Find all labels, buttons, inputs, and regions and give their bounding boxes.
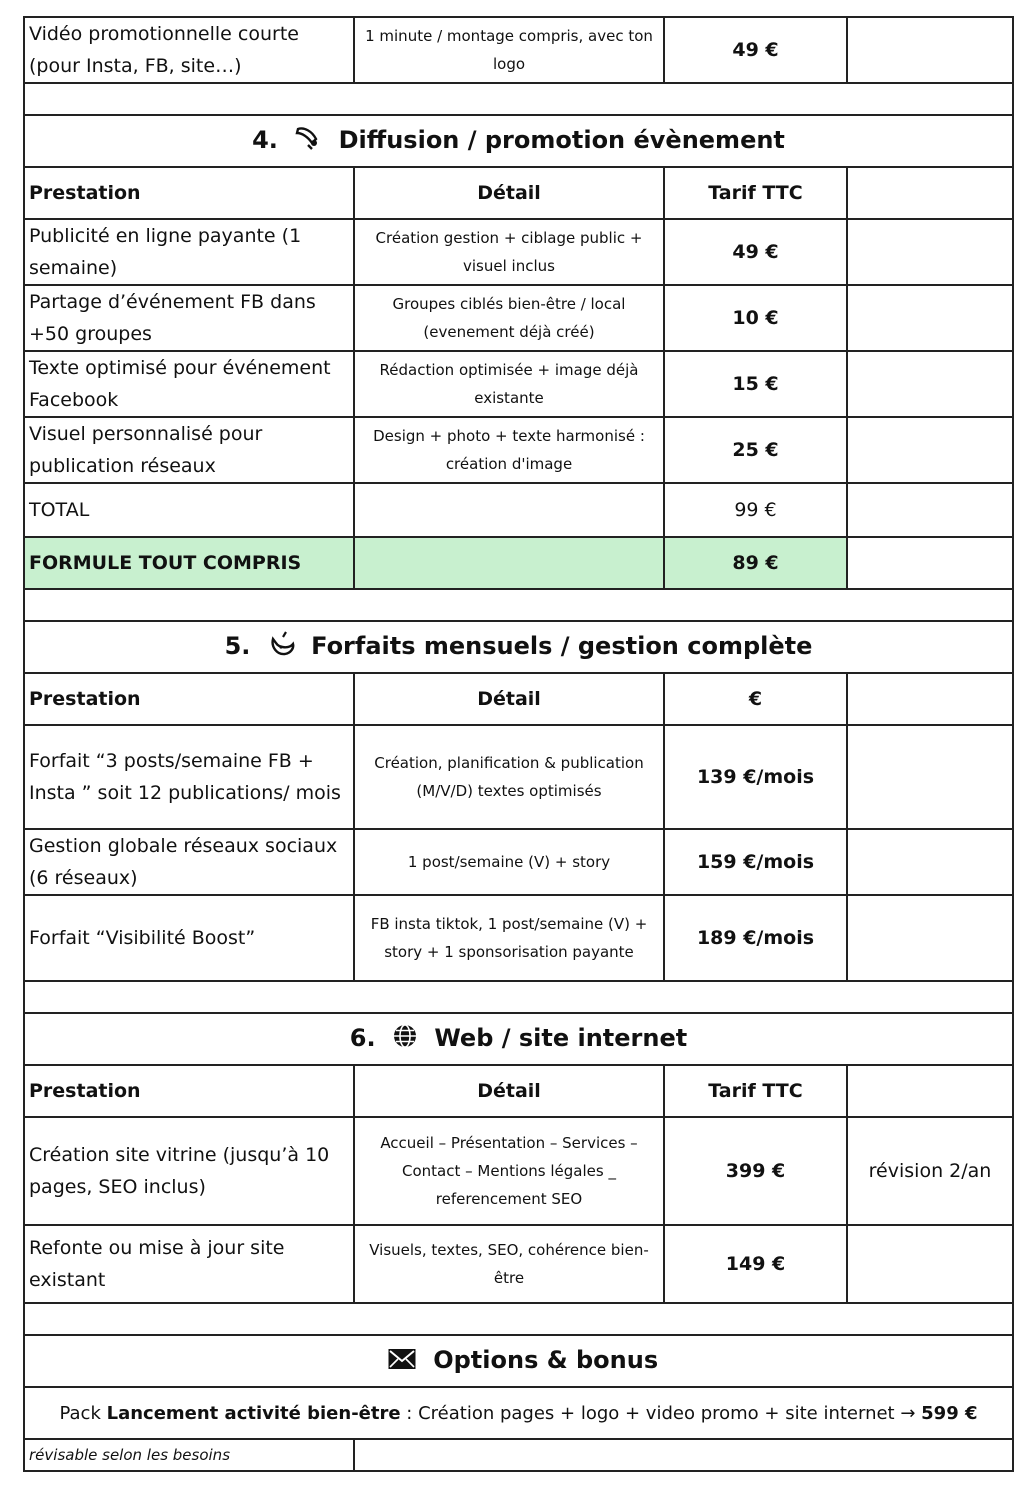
header-price: €: [664, 673, 847, 725]
price-cell: 139 €/mois: [664, 725, 847, 829]
price-cell: 25 €: [664, 417, 847, 483]
empty-cell: [847, 167, 1013, 219]
section-title: Web / site internet: [434, 1024, 688, 1052]
header-detail: Détail: [354, 673, 664, 725]
pricing-sheet: [23, 16, 1012, 1472]
empty-cell: [354, 483, 664, 537]
moon-icon: [267, 631, 295, 663]
table-row: [24, 1117, 1013, 1225]
section-title: Diffusion / promotion évènement: [338, 126, 785, 154]
envelope-icon: [387, 1347, 417, 1377]
pack-cell: [24, 1387, 1013, 1439]
table-row: [24, 417, 1013, 483]
empty-cell: [847, 219, 1013, 285]
header-price: Tarif TTC: [664, 167, 847, 219]
prestation-cell: Partage d’événement FB dans +50 groupes: [24, 285, 354, 351]
detail-cell: Groupes ciblés bien-être / local (evenement déjà créé): [354, 285, 664, 351]
prestation-cell: Création site vitrine (jusqu’à 10 pages, SEO inclus): [24, 1117, 354, 1225]
empty-cell: [847, 537, 1013, 589]
total-label: TOTAL: [24, 483, 354, 537]
formule-label: FORMULE TOUT COMPRIS: [24, 537, 354, 589]
empty-cell: [847, 285, 1013, 351]
prestation-cell: Forfait “Visibilité Boost”: [24, 895, 354, 981]
detail-cell: Création gestion + ciblage public + visuel inclus: [354, 219, 664, 285]
empty-cell: [847, 673, 1013, 725]
price-cell: 189 €/mois: [664, 895, 847, 981]
pack-price: 599 €: [921, 1402, 978, 1424]
empty-cell: [354, 1439, 1013, 1471]
megaphone-icon: [294, 125, 322, 157]
price-cell: 159 €/mois: [664, 829, 847, 895]
column-headers: [24, 1065, 1013, 1117]
section-title: Options & bonus: [433, 1345, 659, 1374]
section-header-diffusion: [24, 115, 1013, 167]
table-row: [24, 1225, 1013, 1303]
header-prestation: Prestation: [24, 1065, 354, 1117]
table-row: [24, 829, 1013, 895]
empty-cell: [847, 417, 1013, 483]
spacer-row: [24, 589, 1013, 621]
column-headers: [24, 167, 1013, 219]
spacer-row: [24, 83, 1013, 115]
empty-cell: [847, 1065, 1013, 1117]
detail-cell: Visuels, textes, SEO, cohérence bien-être: [354, 1225, 664, 1303]
formule-price: 89 €: [664, 537, 847, 589]
price-cell: 15 €: [664, 351, 847, 417]
detail-cell: Création, planification & publication (M/V/D) textes optimisés: [354, 725, 664, 829]
prestation-cell: Texte optimisé pour événement Facebook: [24, 351, 354, 417]
empty-cell: [847, 725, 1013, 829]
header-price: Tarif TTC: [664, 1065, 847, 1117]
detail-cell: Rédaction optimisée + image déjà existante: [354, 351, 664, 417]
table-row: [24, 725, 1013, 829]
table-row: [24, 351, 1013, 417]
section-header-options: [24, 1335, 1013, 1387]
detail-cell: Accueil – Présentation – Services – Contact – Mentions légales _ referencement SEO: [354, 1117, 664, 1225]
prestation-cell: Visuel personnalisé pour publication réseaux: [24, 417, 354, 483]
table-row: [24, 895, 1013, 981]
price-cell: 49 €: [664, 17, 847, 83]
table-row: [24, 285, 1013, 351]
pack-prefix: Pack: [59, 1402, 107, 1424]
header-prestation: Prestation: [24, 673, 354, 725]
prestation-cell: Gestion globale réseaux sociaux (6 réseaux): [24, 829, 354, 895]
prestation-cell: Refonte ou mise à jour site existant: [24, 1225, 354, 1303]
section-number: 6.: [349, 1024, 376, 1052]
price-cell: 399 €: [664, 1117, 847, 1225]
table-row: [24, 219, 1013, 285]
price-cell: 10 €: [664, 285, 847, 351]
spacer-row: [24, 981, 1013, 1013]
note-cell: révision 2/an: [847, 1117, 1013, 1225]
detail-cell: Design + photo + texte harmonisé : création d'image: [354, 417, 664, 483]
section-header-web: [24, 1013, 1013, 1065]
column-headers: [24, 673, 1013, 725]
price-cell: 149 €: [664, 1225, 847, 1303]
pack-row: [24, 1387, 1013, 1439]
empty-cell: [847, 829, 1013, 895]
prestation-cell: Forfait “3 posts/semaine FB + Insta ” soit 12 publications/ mois: [24, 725, 354, 829]
empty-cell: [847, 483, 1013, 537]
total-row: [24, 483, 1013, 537]
formule-row: [24, 537, 1013, 589]
pricing-table: [23, 16, 1014, 1472]
header-prestation: Prestation: [24, 167, 354, 219]
footnote: révisable selon les besoins: [24, 1439, 354, 1471]
prestation-cell: Vidéo promotionnelle courte (pour Insta, FB, site…): [24, 17, 354, 83]
empty-cell: [847, 895, 1013, 981]
price-cell: 49 €: [664, 219, 847, 285]
empty-cell: [354, 537, 664, 589]
header-detail: Détail: [354, 167, 664, 219]
empty-cell: [847, 1225, 1013, 1303]
detail-cell: 1 post/semaine (V) + story: [354, 829, 664, 895]
prestation-cell: Publicité en ligne payante (1 semaine): [24, 219, 354, 285]
section-title: Forfaits mensuels / gestion complète: [311, 632, 813, 660]
empty-cell: [847, 351, 1013, 417]
pack-content: : Création pages + logo + video promo + site internet →: [400, 1402, 922, 1424]
section-header-forfaits: [24, 621, 1013, 673]
total-price: 99 €: [664, 483, 847, 537]
spacer-row: [24, 1303, 1013, 1335]
footnote-row: [24, 1439, 1013, 1471]
pack-name: Lancement activité bien-être: [106, 1402, 401, 1424]
detail-cell: 1 minute / montage compris, avec ton logo: [354, 17, 664, 83]
section-number: 5.: [224, 632, 251, 660]
empty-cell: [847, 17, 1013, 83]
globe-icon: [392, 1023, 418, 1055]
header-detail: Détail: [354, 1065, 664, 1117]
table-row: [24, 17, 1013, 83]
section-number: 4.: [252, 126, 278, 154]
detail-cell: FB insta tiktok, 1 post/semaine (V) + story + 1 sponsorisation payante: [354, 895, 664, 981]
